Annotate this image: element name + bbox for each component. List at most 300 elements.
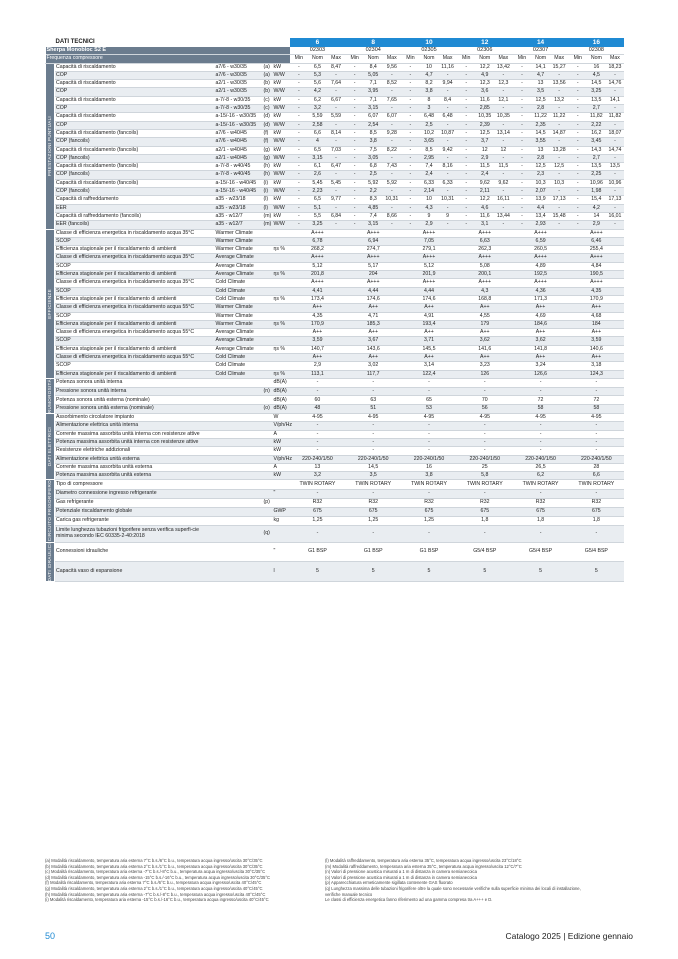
value-cell: 170,9 bbox=[568, 295, 624, 303]
row-unit: ηs % bbox=[273, 271, 290, 279]
value-cell: - bbox=[401, 438, 457, 446]
value-cell: - bbox=[568, 188, 587, 196]
value-cell: 171,3 bbox=[513, 295, 569, 303]
section-label-text: DATI IDRAULICI bbox=[47, 542, 53, 582]
row-condition: a-15/-16 - w30/35 bbox=[215, 113, 263, 121]
value-cell: - bbox=[494, 188, 513, 196]
table-row bbox=[46, 438, 625, 446]
value-cell: 18,07 bbox=[606, 129, 625, 137]
value-cell: - bbox=[290, 105, 309, 113]
row-label: COP bbox=[55, 71, 215, 79]
value-cell: - bbox=[290, 430, 346, 438]
row-unit: dB(A) bbox=[273, 396, 290, 405]
value-cell: 7,4 bbox=[420, 163, 439, 171]
value-cell: 204 bbox=[345, 271, 401, 279]
row-note-ref bbox=[263, 320, 273, 328]
value-cell: - bbox=[401, 171, 420, 179]
value-cell: 4,68 bbox=[568, 312, 624, 320]
value-cell: 3,23 bbox=[457, 362, 513, 370]
value-cell: - bbox=[401, 526, 457, 543]
table-row bbox=[46, 562, 625, 582]
value-cell: - bbox=[513, 204, 532, 212]
value-cell: 6,59 bbox=[513, 237, 569, 245]
value-cell: - bbox=[568, 121, 587, 129]
value-cell: A+++ bbox=[345, 254, 401, 262]
value-cell: A+++ bbox=[290, 254, 346, 262]
value-cell: 7,1 bbox=[364, 96, 383, 104]
value-cell: 7,43 bbox=[383, 163, 402, 171]
row-note-ref bbox=[263, 237, 273, 245]
value-cell: 8,5 bbox=[364, 129, 383, 137]
row-unit: A bbox=[273, 430, 290, 438]
value-cell: - bbox=[457, 212, 476, 220]
value-cell: - bbox=[568, 154, 587, 162]
value-cell: 11,5 bbox=[494, 163, 513, 171]
value-cell: - bbox=[568, 387, 624, 396]
value-cell: - bbox=[290, 163, 309, 171]
value-cell: 3,45 bbox=[587, 138, 606, 146]
value-cell: - bbox=[345, 212, 364, 220]
size-header: 6 bbox=[290, 38, 346, 47]
value-cell: A++ bbox=[290, 304, 346, 312]
value-cell: - bbox=[401, 129, 420, 137]
row-note-ref: (h) bbox=[263, 163, 273, 171]
value-cell: 8,5 bbox=[420, 146, 439, 154]
value-cell: - bbox=[550, 105, 569, 113]
value-cell: 5,3 bbox=[308, 71, 327, 79]
value-cell: - bbox=[401, 163, 420, 171]
value-cell: A++ bbox=[290, 329, 346, 337]
value-cell: - bbox=[290, 146, 309, 154]
value-cell: 6,5 bbox=[308, 146, 327, 154]
row-unit bbox=[273, 480, 290, 489]
table-row bbox=[46, 96, 625, 104]
min-nom-max-label: Max bbox=[606, 55, 625, 63]
value-cell: 58 bbox=[568, 405, 624, 414]
value-cell: 190,5 bbox=[568, 271, 624, 279]
value-cell: 2,39 bbox=[475, 121, 494, 129]
row-label: Capacità di riscaldamento bbox=[55, 63, 215, 71]
row-condition: a35 - w12/7 bbox=[215, 221, 263, 229]
value-cell: - bbox=[513, 163, 532, 171]
row-label: Capacità di riscaldamento bbox=[55, 113, 215, 121]
value-cell: 8,22 bbox=[383, 146, 402, 154]
row-condition bbox=[215, 542, 263, 562]
footnote: (d) Modalità riscaldamento, temperatura aria esterna -15°C b.s./-16°C b.u., temperatura acqua ingresso/uscita 30°C/35°C bbox=[45, 874, 271, 880]
row-note-ref bbox=[263, 489, 273, 498]
value-cell: 5,59 bbox=[308, 113, 327, 121]
value-cell: 5,08 bbox=[457, 262, 513, 270]
row-label: COP (fancoils) bbox=[55, 154, 215, 162]
value-cell: 7,64 bbox=[327, 80, 346, 88]
row-unit: dB(A) bbox=[273, 387, 290, 396]
value-cell: 14,5 bbox=[531, 129, 550, 137]
table-row bbox=[46, 312, 625, 320]
value-cell: - bbox=[457, 378, 513, 387]
row-unit: kW bbox=[273, 96, 290, 104]
value-cell: - bbox=[513, 113, 532, 121]
value-cell: 6,63 bbox=[457, 237, 513, 245]
table-row bbox=[46, 516, 625, 525]
value-cell: 2,07 bbox=[531, 188, 550, 196]
value-cell: - bbox=[438, 188, 457, 196]
row-unit: W/W bbox=[273, 138, 290, 146]
table-row bbox=[46, 447, 625, 455]
value-cell: 170,9 bbox=[290, 320, 346, 328]
row-note-ref: (a) bbox=[263, 71, 273, 79]
value-cell: - bbox=[345, 526, 401, 543]
value-cell: - bbox=[290, 378, 346, 387]
row-unit: W/W bbox=[273, 105, 290, 113]
value-cell: 4,85 bbox=[364, 204, 383, 212]
value-cell: - bbox=[513, 526, 569, 543]
footnote: (m) Modalità raffreddamento, temperatura aria esterna 35°C, temperatura acqua ingresso/uscita 12°C/7°C bbox=[325, 863, 522, 869]
value-cell: 268,2 bbox=[290, 246, 346, 254]
value-cell: 279,1 bbox=[401, 246, 457, 254]
footnotes-right bbox=[325, 858, 595, 903]
value-cell: - bbox=[327, 71, 346, 79]
value-cell: - bbox=[290, 438, 346, 446]
row-note-ref bbox=[263, 378, 273, 387]
row-note-ref: (m) bbox=[263, 221, 272, 228]
value-cell: 7,5 bbox=[364, 146, 383, 154]
value-cell: 12,3 bbox=[494, 80, 513, 88]
table-row bbox=[46, 71, 625, 79]
value-cell: 220-240/1/50 bbox=[457, 455, 513, 463]
value-cell: 675 bbox=[290, 507, 346, 516]
row-condition: a-7/-8 - w30/35 bbox=[215, 105, 263, 113]
row-condition bbox=[215, 422, 263, 430]
value-cell: - bbox=[568, 422, 624, 430]
table-row bbox=[46, 337, 625, 345]
value-cell: - bbox=[457, 129, 476, 137]
table-row bbox=[46, 88, 625, 96]
value-cell: - bbox=[606, 221, 625, 229]
value-cell: 3,59 bbox=[290, 337, 346, 345]
row-condition: a7/6 - w30/35 bbox=[215, 63, 263, 71]
section-label-prestazioni bbox=[46, 63, 55, 229]
row-condition: a-15/-16 - w40/45 bbox=[215, 188, 263, 196]
row-condition: Cold Climate bbox=[215, 279, 263, 287]
table-row bbox=[46, 345, 625, 353]
row-condition bbox=[215, 489, 263, 498]
value-cell: - bbox=[494, 71, 513, 79]
row-condition bbox=[215, 463, 263, 471]
value-cell: 11,82 bbox=[606, 113, 625, 121]
row-label: Pressione sonora unità interna bbox=[55, 387, 215, 396]
value-cell: 25 bbox=[457, 463, 513, 471]
value-cell: - bbox=[401, 447, 457, 455]
value-cell: 8,14 bbox=[327, 129, 346, 137]
value-cell: 11,22 bbox=[550, 113, 569, 121]
value-cell: - bbox=[345, 138, 364, 146]
value-cell: 174,6 bbox=[401, 295, 457, 303]
value-cell: - bbox=[383, 171, 402, 179]
value-cell: 2,54 bbox=[364, 121, 383, 129]
row-label: EER (fancoils) bbox=[55, 221, 215, 229]
value-cell: - bbox=[513, 129, 532, 137]
row-note-ref bbox=[263, 362, 273, 370]
value-cell: 6,48 bbox=[438, 113, 457, 121]
table-row bbox=[46, 422, 625, 430]
value-cell: A+++ bbox=[457, 254, 513, 262]
min-nom-max-label: Max bbox=[327, 55, 346, 63]
value-cell: - bbox=[290, 526, 346, 543]
value-cell: 179 bbox=[457, 320, 513, 328]
value-cell: A+++ bbox=[401, 229, 457, 237]
row-unit: kW bbox=[273, 146, 290, 154]
row-label: SCOP bbox=[55, 262, 215, 270]
row-note-ref: (b) bbox=[263, 80, 273, 88]
value-cell: - bbox=[550, 138, 569, 146]
value-cell: 4-95 bbox=[345, 414, 401, 422]
value-cell: - bbox=[438, 171, 457, 179]
row-condition bbox=[215, 498, 263, 507]
value-cell: - bbox=[494, 138, 513, 146]
value-cell: 65 bbox=[401, 396, 457, 405]
min-nom-max-label: Min bbox=[401, 55, 420, 63]
value-cell: - bbox=[568, 179, 587, 187]
value-cell: - bbox=[568, 96, 587, 104]
row-label: COP bbox=[55, 88, 215, 96]
section-label-text: EFFICIENZE bbox=[47, 288, 53, 319]
value-cell: 11,6 bbox=[475, 96, 494, 104]
value-cell: 1,8 bbox=[513, 516, 569, 525]
row-condition: a35 - w23/18 bbox=[215, 204, 263, 212]
row-note-ref bbox=[263, 295, 273, 303]
value-cell: - bbox=[345, 447, 401, 455]
value-cell: 6,6 bbox=[308, 129, 327, 137]
row-unit: dB(A) bbox=[273, 405, 290, 414]
table-row bbox=[46, 254, 625, 262]
footnote: (n) Valori di pressione acustica misurati a 1 m di distanza in camera semianecoica bbox=[325, 869, 477, 875]
row-condition bbox=[215, 378, 263, 387]
table-row bbox=[46, 154, 625, 162]
value-cell: 5 bbox=[513, 562, 569, 582]
value-cell: 6,48 bbox=[420, 113, 439, 121]
row-note-ref bbox=[263, 262, 273, 270]
value-cell: A+++ bbox=[290, 279, 346, 287]
min-nom-max-label: Min bbox=[457, 55, 476, 63]
value-cell: 675 bbox=[568, 507, 624, 516]
value-cell: TWIN ROTARY bbox=[568, 480, 624, 489]
table-row bbox=[46, 171, 625, 179]
value-cell: 6,8 bbox=[364, 163, 383, 171]
row-note-ref bbox=[263, 271, 273, 279]
table-row bbox=[46, 262, 625, 270]
value-cell: 17,13 bbox=[606, 196, 625, 204]
value-cell: TWIN ROTARY bbox=[401, 480, 457, 489]
row-unit: ηs % bbox=[273, 246, 290, 254]
table-row bbox=[46, 480, 625, 489]
section-label-text: PRESTAZIONI PUNTUALI bbox=[47, 115, 53, 177]
value-cell: 5,45 bbox=[327, 179, 346, 187]
value-cell: - bbox=[327, 138, 346, 146]
row-note-ref: (g) bbox=[263, 146, 273, 154]
row-condition: a35 - w23/18 bbox=[215, 196, 263, 204]
row-condition: Warmer Climate bbox=[215, 312, 263, 320]
value-cell: 16 bbox=[401, 463, 457, 471]
value-cell: 3,05 bbox=[364, 154, 383, 162]
value-cell: 184,6 bbox=[513, 320, 569, 328]
table-row bbox=[46, 47, 625, 55]
value-cell: - bbox=[457, 204, 476, 212]
value-cell: - bbox=[345, 196, 364, 204]
value-cell: 14,5 bbox=[345, 463, 401, 471]
value-cell: 4,91 bbox=[401, 312, 457, 320]
value-cell: - bbox=[513, 179, 532, 187]
row-unit bbox=[273, 262, 290, 270]
min-nom-max-label: Max bbox=[550, 55, 569, 63]
value-cell: - bbox=[327, 121, 346, 129]
value-cell: - bbox=[401, 88, 420, 96]
value-cell: 141,8 bbox=[513, 345, 569, 353]
value-cell: G5/4 BSP bbox=[568, 542, 624, 562]
value-cell: 8,2 bbox=[420, 80, 439, 88]
value-cell: 10,31 bbox=[438, 196, 457, 204]
value-cell: 220-240/1/50 bbox=[513, 455, 569, 463]
value-cell: - bbox=[290, 129, 309, 137]
value-cell: 5 bbox=[290, 562, 346, 582]
table-row bbox=[46, 229, 625, 237]
table-row bbox=[46, 163, 625, 171]
row-unit: kW bbox=[273, 196, 290, 204]
value-cell: A++ bbox=[290, 353, 346, 361]
footnote: Le classi di efficienza energetica fanno riferimento ad una gamma compresa tra A+++ e D. bbox=[325, 897, 493, 903]
value-cell: A+++ bbox=[290, 229, 346, 237]
value-cell: 9,94 bbox=[438, 80, 457, 88]
value-cell: 13,9 bbox=[531, 196, 550, 204]
value-cell: 9,62 bbox=[475, 179, 494, 187]
table-row bbox=[46, 80, 625, 88]
value-cell: 10 bbox=[420, 63, 439, 71]
value-cell: 2,35 bbox=[531, 121, 550, 129]
value-cell: - bbox=[290, 179, 309, 187]
value-cell: 1,25 bbox=[345, 516, 401, 525]
min-nom-max-label: Min bbox=[568, 55, 587, 63]
value-cell: - bbox=[401, 96, 420, 104]
value-cell: 675 bbox=[401, 507, 457, 516]
row-condition: a-15/-16 - w40/45 bbox=[215, 179, 263, 187]
row-label: Capacità di riscaldamento bbox=[55, 80, 215, 88]
row-unit bbox=[273, 312, 290, 320]
value-cell: - bbox=[568, 113, 587, 121]
value-cell: - bbox=[345, 121, 364, 129]
value-cell: - bbox=[327, 171, 346, 179]
value-cell: 12,2 bbox=[475, 63, 494, 71]
value-cell: A++ bbox=[345, 353, 401, 361]
min-nom-max-label: Nom bbox=[420, 55, 439, 63]
value-cell: - bbox=[327, 88, 346, 96]
value-cell: - bbox=[438, 121, 457, 129]
value-cell: G1 BSP bbox=[290, 542, 346, 562]
value-cell: - bbox=[290, 121, 309, 129]
row-label: Capacità di riscaldamento bbox=[55, 96, 215, 104]
row-note-ref: (d) bbox=[263, 121, 273, 129]
value-cell: 6,5 bbox=[308, 63, 327, 71]
value-cell: 4-95 bbox=[568, 414, 624, 422]
value-cell: 124,3 bbox=[568, 370, 624, 378]
table-row bbox=[46, 271, 625, 279]
row-label: Classe di efficienza energetica in riscaldamento acqua 55°C bbox=[55, 304, 215, 312]
row-unit: V/ph/Hz bbox=[273, 422, 292, 429]
value-cell: 2,7 bbox=[587, 154, 606, 162]
row-note-ref bbox=[263, 463, 273, 471]
value-cell: 9,56 bbox=[383, 63, 402, 71]
value-cell: 14,3 bbox=[587, 146, 606, 154]
value-cell: 70 bbox=[457, 396, 513, 405]
value-cell: - bbox=[401, 378, 457, 387]
value-cell: - bbox=[457, 96, 476, 104]
min-nom-max-label: Max bbox=[383, 55, 402, 63]
value-cell: 10,87 bbox=[438, 129, 457, 137]
row-unit: W/W bbox=[273, 204, 290, 212]
row-condition: a-7/-8 - w40/45 bbox=[215, 171, 263, 179]
value-cell: - bbox=[513, 96, 532, 104]
value-cell: 6,2 bbox=[513, 472, 569, 480]
value-cell: - bbox=[290, 71, 309, 79]
value-cell: 3,5 bbox=[531, 88, 550, 96]
value-cell: 4,69 bbox=[513, 312, 569, 320]
row-note-ref: (g) bbox=[263, 154, 273, 162]
table-row bbox=[46, 455, 625, 463]
row-unit: W/W bbox=[273, 171, 290, 179]
row-label: Classe di efficienza energetica in riscaldamento acqua 55°C bbox=[55, 329, 215, 337]
value-cell: A+++ bbox=[457, 279, 513, 287]
size-header: 14 bbox=[513, 38, 569, 47]
row-note-ref: (a) bbox=[263, 63, 273, 71]
value-cell: - bbox=[606, 138, 625, 146]
value-cell: G5/4 BSP bbox=[457, 542, 513, 562]
value-cell: 5,8 bbox=[457, 472, 513, 480]
value-cell: 14,76 bbox=[606, 80, 625, 88]
row-note-ref bbox=[263, 370, 273, 378]
table-row bbox=[46, 129, 625, 137]
value-cell: - bbox=[513, 430, 569, 438]
row-note-ref bbox=[263, 480, 273, 489]
value-cell: - bbox=[327, 221, 346, 229]
footnote: (l) Modalità raffreddamento, temperatura aria esterna 35°C, temperatura acqua ingresso/uscita 23°C/18°C bbox=[325, 858, 522, 863]
value-cell: 15,48 bbox=[550, 212, 569, 220]
row-note-ref: (m) bbox=[263, 212, 272, 219]
row-label: Efficienza stagionale per il riscaldamento di ambienti bbox=[55, 345, 215, 353]
value-cell: 17,13 bbox=[550, 196, 569, 204]
value-cell: 13 bbox=[290, 463, 346, 471]
row-note-ref bbox=[263, 229, 273, 237]
value-cell: - bbox=[383, 105, 402, 113]
row-condition bbox=[215, 516, 263, 525]
table-row bbox=[46, 179, 625, 187]
row-label: Capacità di riscaldamento (fancoils) bbox=[55, 146, 215, 154]
value-cell: 4,2 bbox=[308, 88, 327, 96]
row-label: COP (fancoils) bbox=[55, 138, 215, 146]
value-cell: 6,33 bbox=[438, 179, 457, 187]
row-note-ref bbox=[263, 246, 273, 254]
row-note-ref: (c) bbox=[263, 96, 273, 104]
row-unit: A bbox=[273, 463, 290, 471]
value-cell: 12 bbox=[475, 146, 494, 154]
value-cell: 58 bbox=[513, 405, 569, 414]
value-cell: - bbox=[345, 113, 364, 121]
value-cell: A+++ bbox=[568, 279, 624, 287]
model-code: 02303 bbox=[290, 47, 346, 55]
table-row bbox=[46, 370, 625, 378]
value-cell: - bbox=[345, 387, 401, 396]
value-cell: R32 bbox=[401, 498, 457, 507]
value-cell: - bbox=[327, 154, 346, 162]
value-cell: - bbox=[457, 526, 513, 543]
value-cell: 7,03 bbox=[327, 146, 346, 154]
